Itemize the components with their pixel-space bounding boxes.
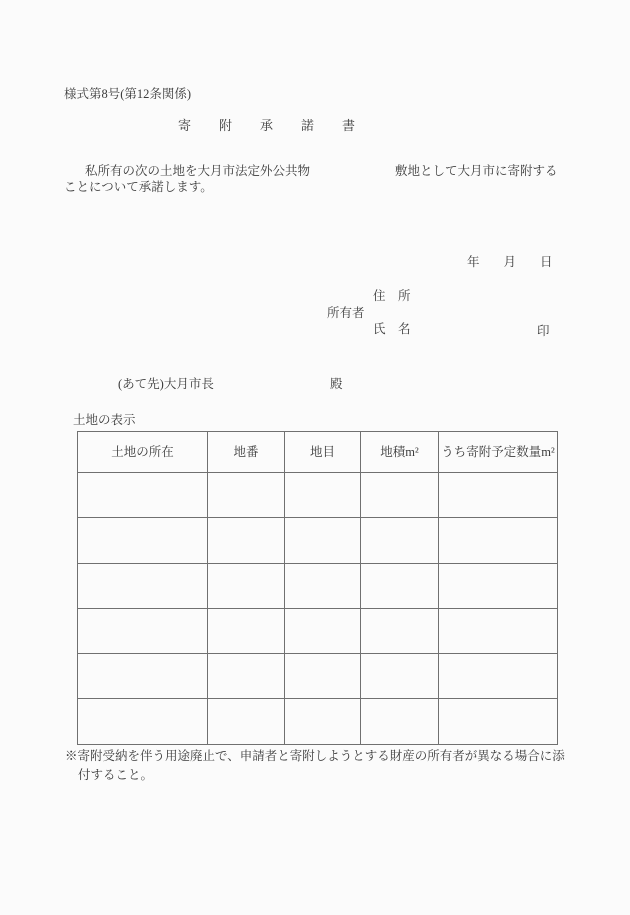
table-cell xyxy=(285,654,361,699)
col-header-land-area: 地積m² xyxy=(361,432,439,473)
body-text-line1-right: 敷地として大月市に寄附する xyxy=(395,164,558,178)
col-header-lot-number: 地番 xyxy=(208,432,285,473)
table-row xyxy=(78,563,558,608)
table-cell xyxy=(78,608,208,653)
table-cell xyxy=(78,518,208,563)
land-table-body xyxy=(78,473,558,745)
body-text-line2: ことについて承諾します。 xyxy=(64,180,213,194)
owner-address-label: 住 所 xyxy=(373,289,411,303)
table-cell xyxy=(285,608,361,653)
table-cell xyxy=(439,654,558,699)
table-cell xyxy=(285,699,361,744)
land-table xyxy=(77,431,558,745)
table-row xyxy=(78,608,558,653)
table-cell xyxy=(285,518,361,563)
table-cell xyxy=(361,563,439,608)
table-cell xyxy=(439,473,558,518)
table-cell xyxy=(208,518,285,563)
table-cell xyxy=(361,699,439,744)
owner-group-label: 所有者 xyxy=(327,306,365,320)
table-cell xyxy=(208,654,285,699)
fill-in-blank xyxy=(312,162,392,178)
col-header-land-location: 土地の所在 xyxy=(78,432,208,473)
table-row xyxy=(78,473,558,518)
addressee-line: (あて先)大月市長 xyxy=(118,377,214,391)
footnote-line1: ※寄附受納を伴う用途廃止で、申請者と寄附しようとする財産の所有者が異なる場合に添 xyxy=(65,749,565,763)
footnote-line2: 付すること。 xyxy=(78,768,154,782)
col-header-planned-donation-quantity: うち寄附予定数量m² xyxy=(439,432,558,473)
table-cell xyxy=(208,699,285,744)
table-cell xyxy=(285,563,361,608)
owner-name-label: 氏 名 xyxy=(373,322,411,336)
table-cell xyxy=(439,608,558,653)
table-cell xyxy=(208,473,285,518)
seal-label: 印 xyxy=(537,324,550,338)
table-cell xyxy=(439,518,558,563)
table-header-row xyxy=(78,432,558,473)
land-table-caption: 土地の表示 xyxy=(73,413,136,427)
body-text-line1-left: 私所有の次の土地を大月市法定外公共物 xyxy=(85,164,311,178)
table-row xyxy=(78,518,558,563)
table-row xyxy=(78,654,558,699)
table-cell xyxy=(285,473,361,518)
addressee-honorific: 殿 xyxy=(330,377,343,391)
col-header-land-category: 地目 xyxy=(285,432,361,473)
table-cell xyxy=(361,518,439,563)
table-cell xyxy=(78,654,208,699)
table-cell xyxy=(439,563,558,608)
table-cell xyxy=(78,473,208,518)
table-cell xyxy=(439,699,558,744)
table-row xyxy=(78,699,558,744)
form-number: 様式第8号(第12条関係) xyxy=(64,87,192,101)
table-cell xyxy=(361,608,439,653)
document-title: 寄附承諾書 xyxy=(178,118,384,133)
table-cell xyxy=(361,473,439,518)
table-cell xyxy=(78,563,208,608)
table-cell xyxy=(78,699,208,744)
table-cell xyxy=(208,608,285,653)
table-cell xyxy=(208,563,285,608)
table-cell xyxy=(361,654,439,699)
date-line: 年月日 xyxy=(467,255,577,269)
